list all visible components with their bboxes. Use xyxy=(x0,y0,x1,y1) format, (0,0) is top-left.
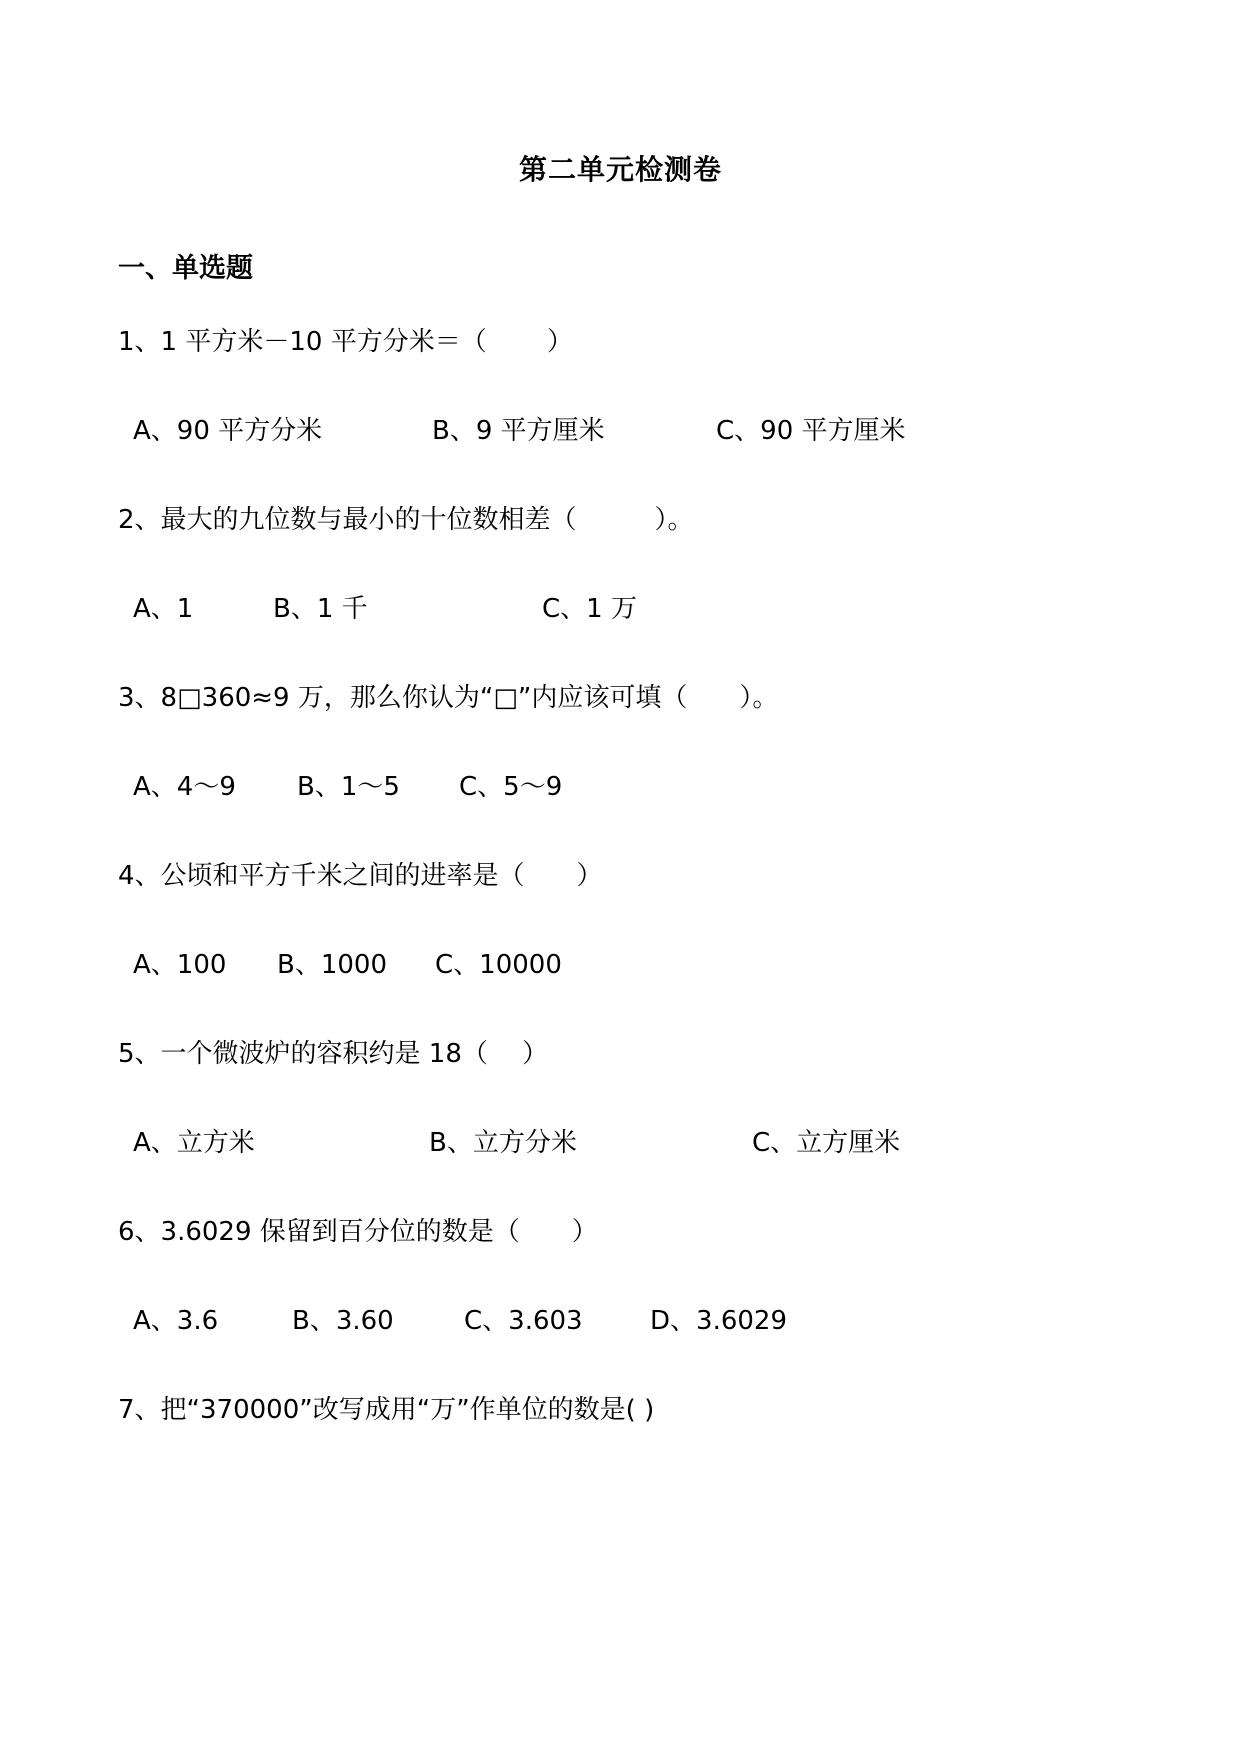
option-b: B、1000 xyxy=(277,950,388,980)
option-a: A、3.6 xyxy=(133,1306,219,1336)
option-b: B、3.60 xyxy=(292,1306,394,1336)
option-b: B、9 平方厘米 xyxy=(432,416,605,446)
option-a: A、立方米 xyxy=(133,1128,255,1158)
page-title: 第二单元检测卷 xyxy=(518,153,722,186)
option-c: C、3.603 xyxy=(464,1306,583,1336)
question-2: 2、最大的九位数与最小的十位数相差（ ）。 xyxy=(118,505,694,535)
question-6: 6、3.6029 保留到百分位的数是（ ） xyxy=(118,1217,598,1247)
question-3: 3、8□360≈9 万，那么你认为“□”内应该可填（ ）。 xyxy=(118,683,779,713)
option-a: A、4～9 xyxy=(133,772,236,802)
question-7: 7、把“370000”改写成用“万”作单位的数是( ) xyxy=(118,1395,655,1425)
option-c: C、90 平方厘米 xyxy=(716,416,906,446)
option-d: D、3.6029 xyxy=(650,1306,787,1336)
option-b: B、1～5 xyxy=(297,772,400,802)
question-1: 1、1 平方米－10 平方分米＝（ ） xyxy=(118,327,573,357)
option-c: C、10000 xyxy=(435,950,562,980)
option-a: A、1 xyxy=(133,594,194,624)
option-a: A、100 xyxy=(133,950,227,980)
question-4: 4、公顷和平方千米之间的进率是（ ） xyxy=(118,861,603,891)
option-b: B、立方分米 xyxy=(429,1128,577,1158)
option-c: C、5～9 xyxy=(459,772,563,802)
option-b: B、1 千 xyxy=(273,594,368,624)
section-heading: 一、单选题 xyxy=(118,253,253,284)
option-c: C、立方厘米 xyxy=(752,1128,901,1158)
question-5: 5、一个微波炉的容积约是 18（ ） xyxy=(118,1039,549,1069)
option-a: A、90 平方分米 xyxy=(133,416,323,446)
option-c: C、1 万 xyxy=(542,594,637,624)
